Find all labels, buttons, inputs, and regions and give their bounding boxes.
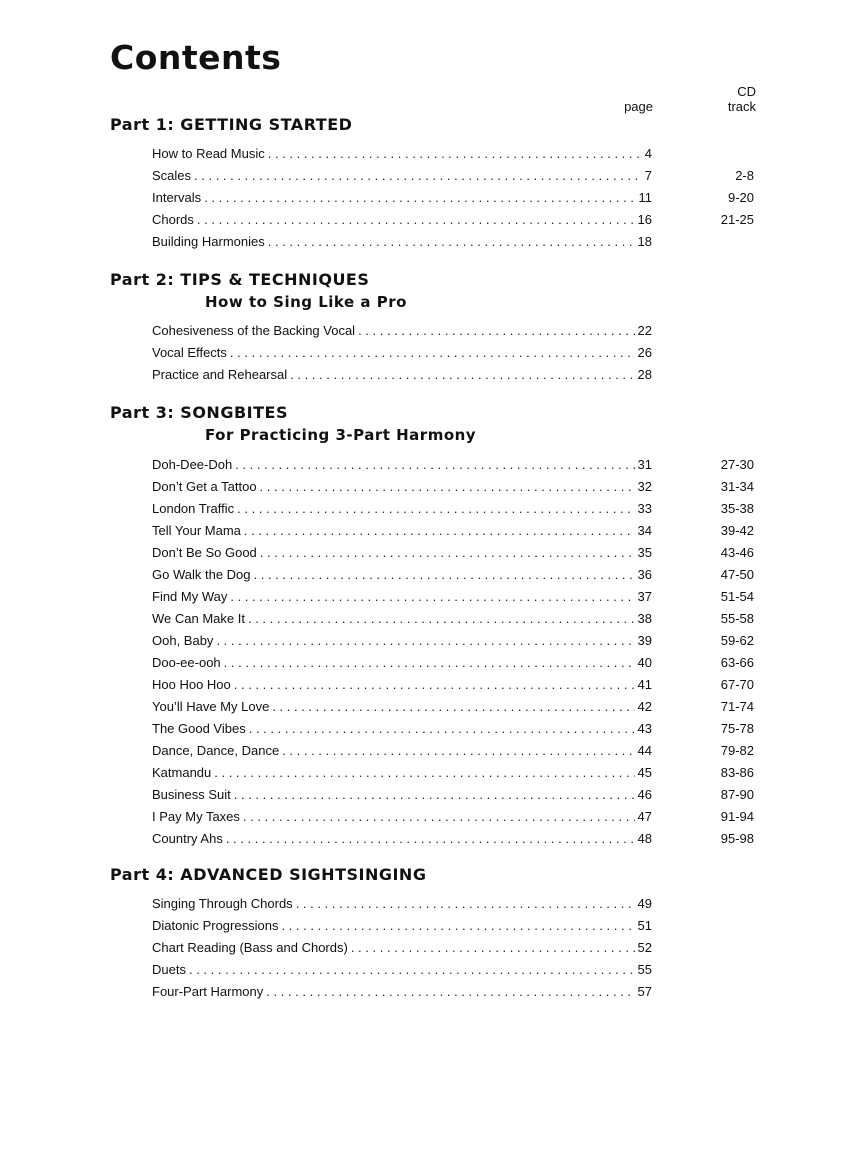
entry-cd-track: 75-78 (720, 721, 754, 736)
toc-entry[interactable] (152, 342, 652, 364)
entry-title: Scales (152, 168, 192, 183)
toc-entry[interactable] (152, 454, 652, 476)
entry-page-number: 37 (637, 589, 652, 604)
dot-leader (235, 454, 634, 476)
entry-cd-track: 55-58 (720, 611, 754, 626)
toc-entry[interactable] (152, 696, 652, 718)
page-column-header: page (624, 99, 653, 114)
dot-leader (226, 828, 635, 850)
entry-cd-track: 51-54 (720, 589, 754, 604)
toc-entry[interactable] (152, 937, 652, 959)
toc-entry[interactable] (152, 476, 652, 498)
dot-leader (272, 696, 634, 718)
dot-leader (243, 806, 635, 828)
dot-leader (358, 320, 634, 342)
entry-page-number: 44 (637, 743, 652, 758)
dot-leader (224, 652, 635, 674)
part-subheading: For Practicing 3-Part Harmony (205, 426, 477, 444)
dot-leader (249, 718, 635, 740)
dot-leader (234, 674, 635, 696)
entry-page-number: 40 (637, 655, 652, 670)
entry-cd-track: 87-90 (720, 787, 754, 802)
dot-leader (281, 915, 634, 937)
entry-page-number: 47 (637, 809, 652, 824)
entry-title: Chart Reading (Bass and Chords) (152, 940, 348, 955)
dot-leader (290, 364, 634, 386)
entry-page-number: 32 (637, 479, 652, 494)
entry-title: Don’t Be So Good (152, 545, 257, 560)
entry-title: Country Ahs (152, 831, 223, 846)
part-heading: Part 3: SONGBITES (110, 403, 288, 422)
track-header-label: track (727, 99, 756, 114)
entry-title: Doo-ee-ooh (152, 655, 221, 670)
entry-page-number: 42 (637, 699, 652, 714)
part-subheading: How to Sing Like a Pro (205, 293, 407, 311)
entry-title: Dance, Dance, Dance (152, 743, 280, 758)
entry-title: You’ll Have My Love (152, 699, 270, 714)
entry-page-number: 26 (637, 345, 652, 360)
entry-title: Intervals (152, 190, 202, 205)
toc-entry[interactable] (152, 364, 652, 386)
entry-page-number: 39 (637, 633, 652, 648)
entry-title: Vocal Effects (152, 345, 227, 360)
part-heading: Part 2: TIPS & TECHNIQUES (110, 270, 370, 289)
entry-title: I Pay My Taxes (152, 809, 240, 824)
toc-entry[interactable] (152, 143, 652, 165)
entry-cd-track: 71-74 (720, 699, 754, 714)
entry-page-number: 18 (637, 234, 652, 249)
entry-page-number: 41 (637, 677, 652, 692)
entry-cd-track: 21-25 (720, 212, 754, 227)
entry-cd-track: 63-66 (720, 655, 754, 670)
entry-page-number: 52 (637, 940, 652, 955)
entry-page-number: 34 (637, 523, 652, 538)
toc-entry[interactable] (152, 165, 652, 187)
dot-leader (244, 520, 635, 542)
dot-leader (296, 893, 635, 915)
dot-leader (216, 630, 634, 652)
entry-page-number: 48 (637, 831, 652, 846)
entry-title: Chords (152, 212, 194, 227)
entry-cd-track: 83-86 (720, 765, 754, 780)
entry-page-number: 57 (637, 984, 652, 999)
entry-title: Cohesiveness of the Backing Vocal (152, 323, 356, 338)
toc-entry[interactable] (152, 630, 652, 652)
dot-leader (230, 586, 634, 608)
toc-entry[interactable] (152, 608, 652, 630)
entry-title: Four-Part Harmony (152, 984, 264, 999)
dot-leader (266, 981, 634, 1003)
entry-title: Singing Through Chords (152, 896, 293, 911)
cd-header-label: CD (737, 84, 756, 99)
entry-page-number: 28 (637, 367, 652, 382)
toc-entry[interactable] (152, 718, 652, 740)
toc-entry[interactable] (152, 959, 652, 981)
dot-leader (189, 959, 635, 981)
dot-leader (268, 143, 642, 165)
entry-page-number: 16 (637, 212, 652, 227)
dot-leader (194, 165, 642, 187)
toc-entry[interactable] (152, 828, 652, 850)
entry-page-number: 49 (637, 896, 652, 911)
entry-title: Building Harmonies (152, 234, 265, 249)
toc-entry[interactable] (152, 320, 652, 342)
entry-page-number: 38 (637, 611, 652, 626)
entry-page-number: 31 (637, 457, 652, 472)
dot-leader (237, 498, 634, 520)
entry-cd-track: 9-20 (727, 190, 754, 205)
dot-leader (197, 209, 635, 231)
entry-page-number: 36 (637, 567, 652, 582)
part-heading: Part 1: GETTING STARTED (110, 115, 353, 134)
entry-page-number: 35 (637, 545, 652, 560)
dot-leader (351, 937, 635, 959)
entry-title: Business Suit (152, 787, 231, 802)
dot-leader (260, 542, 635, 564)
dot-leader (282, 740, 634, 762)
toc-entry[interactable] (152, 674, 652, 696)
cd-track-column-header (700, 84, 756, 114)
page-title: Contents (110, 38, 282, 77)
toc-entry[interactable] (152, 981, 652, 1003)
entry-title: London Traffic (152, 501, 235, 516)
entry-page-number: 22 (637, 323, 652, 338)
entry-cd-track: 27-30 (720, 457, 754, 472)
toc-entry[interactable] (152, 187, 652, 209)
toc-entry[interactable] (152, 520, 652, 542)
entry-cd-track: 59-62 (720, 633, 754, 648)
toc-entry[interactable] (152, 893, 652, 915)
toc-entry[interactable] (152, 209, 652, 231)
entry-title: We Can Make It (152, 611, 245, 626)
part-heading: Part 4: ADVANCED SIGHTSINGING (110, 865, 427, 884)
toc-entry[interactable] (152, 740, 652, 762)
entry-title: Tell Your Mama (152, 523, 241, 538)
entry-page-number: 51 (637, 918, 652, 933)
toc-entry[interactable] (152, 586, 652, 608)
entry-cd-track: 67-70 (720, 677, 754, 692)
entry-title: Find My Way (152, 589, 228, 604)
entry-title: Hoo Hoo Hoo (152, 677, 231, 692)
toc-entry[interactable] (152, 784, 652, 806)
entry-title: Don’t Get a Tattoo (152, 479, 257, 494)
entry-title: How to Read Music (152, 146, 265, 161)
entry-cd-track: 43-46 (720, 545, 754, 560)
dot-leader (234, 784, 635, 806)
dot-leader (204, 187, 635, 209)
entry-title: Duets (152, 962, 186, 977)
entry-cd-track: 39-42 (720, 523, 754, 538)
entry-page-number: 55 (637, 962, 652, 977)
toc-entry[interactable] (152, 806, 652, 828)
entry-cd-track: 95-98 (720, 831, 754, 846)
toc-entry[interactable] (152, 542, 652, 564)
entry-page-number: 43 (637, 721, 652, 736)
dot-leader (260, 476, 635, 498)
dot-leader (214, 762, 634, 784)
toc-entry[interactable] (152, 564, 652, 586)
entry-cd-track: 31-34 (720, 479, 754, 494)
entry-title: Diatonic Progressions (152, 918, 279, 933)
entry-title: The Good Vibes (152, 721, 246, 736)
entry-title: Katmandu (152, 765, 212, 780)
dot-leader (268, 231, 635, 253)
entry-page-number: 7 (644, 168, 652, 183)
entry-cd-track: 47-50 (720, 567, 754, 582)
entry-page-number: 46 (637, 787, 652, 802)
entry-page-number: 4 (644, 146, 652, 161)
toc-entry[interactable] (152, 915, 652, 937)
dot-leader (248, 608, 635, 630)
toc-entry[interactable] (152, 652, 652, 674)
toc-entry[interactable] (152, 498, 652, 520)
entry-cd-track: 79-82 (720, 743, 754, 758)
entry-title: Doh-Dee-Doh (152, 457, 233, 472)
entry-title: Ooh, Baby (152, 633, 214, 648)
entry-page-number: 33 (637, 501, 652, 516)
dot-leader (230, 342, 635, 364)
entry-title: Practice and Rehearsal (152, 367, 288, 382)
toc-entry[interactable] (152, 231, 652, 253)
entry-page-number: 45 (637, 765, 652, 780)
entry-title: Go Walk the Dog (152, 567, 251, 582)
toc-entry[interactable] (152, 762, 652, 784)
entry-cd-track: 91-94 (720, 809, 754, 824)
dot-leader (254, 564, 635, 586)
entry-page-number: 11 (638, 190, 652, 205)
entry-cd-track: 35-38 (720, 501, 754, 516)
entry-cd-track: 2-8 (735, 168, 754, 183)
